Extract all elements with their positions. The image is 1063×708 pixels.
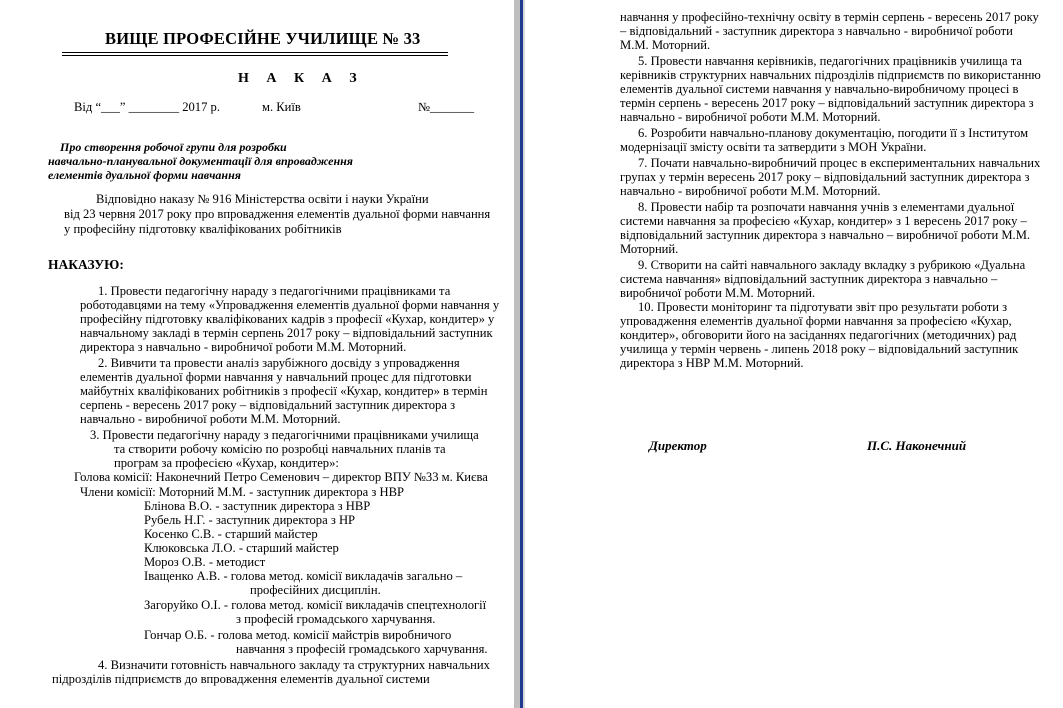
body-line: Клюковська Л.О. - старший майстер: [144, 541, 339, 555]
body-line: навчально - виробничої роботи М.М. Моторний.: [620, 110, 881, 124]
body-line: навчання з професій громадського харчування.: [236, 642, 488, 656]
body-line: професійну підготовку кваліфікованих кадрів з професії «Кухар, кондитер» у: [80, 312, 495, 326]
body-line: елементів дуальної форми навчання у навчальний процес для підготовки: [80, 370, 472, 384]
body-line: навчальному закладі в термін серпень 2017 року – відповідальний заступник: [80, 326, 493, 340]
body-line: Блінова В.О. - заступник директора з НВР: [144, 499, 371, 513]
body-line: роботодавцями на тему «Упровадження елементів дуальної форми навчання у: [80, 298, 500, 312]
body-line: 9. Створити на сайті навчального закладу вкладку з рубрикою «Дуальна: [638, 258, 1026, 272]
subject-line: Про створення робочої групи для розробки: [60, 140, 287, 154]
body-line: програм за професією «Кухар, кондитер»:: [114, 456, 339, 470]
preamble-line: у професійну підготовку кваліфікованих робітників: [64, 222, 342, 236]
body-line: підрозділів підприємств до впровадження елементів дуальної системи: [52, 672, 430, 686]
order-date: Від “___” ________ 2017 р.: [74, 100, 220, 114]
subject-line: елементів дуальної форми навчання: [48, 168, 241, 182]
body-line: Мороз О.В. - методист: [144, 555, 266, 569]
body-line: Моторний.: [620, 242, 679, 256]
body-line: керівників структурних навчальних підрозділів підприємств по використанню: [620, 68, 1041, 82]
preamble-line: від 23 червня 2017 року про впровадження елементів дуальної форми навчання: [64, 207, 491, 221]
body-line: 3. Провести педагогічну нараду з педагогічними працівниками училища: [90, 428, 479, 442]
body-line: система навчання» відповідальний заступник директора з навчально –: [620, 272, 998, 286]
order-number: №_______: [418, 100, 475, 114]
body-line: системи навчання за професією «Кухар, кондитер» з 1 вересень 2017 року –: [620, 214, 1027, 228]
body-line: 6. Розробити навчально-планову документацію, погодити її з Інститутом: [638, 126, 1029, 140]
body-line: модернізації змісту освіти та затвердити з МОН України.: [620, 140, 927, 154]
body-line: Іващенко А.В. - голова метод. комісії викладачів загально –: [144, 569, 463, 583]
body-line: 10. Провести моніторинг та підготувати звіт про результати роботи з: [638, 300, 1008, 314]
body-line: М.М. Моторний.: [620, 38, 711, 52]
body-line: та створити робочу комісію по розробці навчальних планів та: [114, 442, 446, 456]
signature-name: П.С. Наконечний: [867, 438, 967, 453]
document-page-left: [0, 0, 514, 708]
body-line: директора з навчально - виробничої роботи М.М. Моторний.: [80, 340, 407, 354]
signature-role: Директор: [649, 438, 707, 453]
preamble-line: Відповідно наказу № 916 Міністерства освіти і науки України: [96, 192, 429, 206]
body-line: Гончар О.Б. - голова метод. комісії майстрів виробничого: [144, 628, 452, 642]
body-line: 8. Провести набір та розпочати навчання учнів з елементами дуальної: [638, 200, 1015, 214]
body-line: – відповідальний - заступник директора з навчально - виробничої роботи: [620, 24, 1013, 38]
body-line: навчання у професійно-технічну освіту в термін серпень - вересень 2017 року: [620, 10, 1039, 24]
document-page-right: [525, 0, 1063, 708]
body-line: серпень - вересень 2017 року – відповідальний заступник директора з: [80, 398, 456, 412]
order-city: м. Київ: [262, 100, 301, 114]
body-line: 5. Провести навчання керівників, педагогічних працівників училища та: [638, 54, 1022, 68]
body-line: майбутніх кваліфікованих робітників з професії «Кухар, кондитер» в термін: [80, 384, 488, 398]
body-line: навчально - виробничої роботи М.М. Моторний.: [620, 184, 881, 198]
body-line: Косенко С.В. - старший майстер: [144, 527, 318, 541]
body-line: 7. Почати навчально-виробничий процес в експериментальних навчальних: [638, 156, 1041, 170]
body-line: упровадження елементів дуальної форми навчання за професією «Кухар,: [620, 314, 1012, 328]
body-line: 4. Визначити готовність навчального закладу та структурних навчальних: [98, 658, 490, 672]
body-line: відповідальний заступник директора з навчально – виробничої роботи М.М.: [620, 228, 1031, 242]
body-line: Члени комісії: Моторний М.М. - заступник директора з НВР: [80, 485, 404, 499]
body-line: 2. Вивчити та провести аналіз зарубіжного досвіду з упровадження: [98, 356, 460, 370]
title-rule: [62, 52, 448, 53]
body-line: навчально - виробничої роботи М.М. Моторний.: [80, 412, 341, 426]
body-line: училища у термін червень - липень 2018 року – відповідальний заступник: [620, 342, 1019, 356]
body-line: з професій громадського харчування.: [236, 612, 436, 626]
body-line: 1. Провести педагогічну нараду з педагогічними працівниками та: [98, 284, 451, 298]
body-line: директора з НВР М.М. Моторний.: [620, 356, 804, 370]
body-line: елементів дуальної системи навчання у навчально-виробничому процесі в: [620, 82, 1019, 96]
body-line: Рубель Н.Г. - заступник директора з НР: [144, 513, 356, 527]
body-line: виробничої роботи М.М. Моторний.: [620, 286, 816, 300]
body-line: Загоруйко О.І. - голова метод. комісії викладачів спецтехнології: [144, 598, 487, 612]
body-line: групах у термін вересень 2017 року – відповідальний заступник директора з: [620, 170, 1030, 184]
title-rule-thin: [62, 55, 448, 56]
school-title: ВИЩЕ ПРОФЕСІЙНЕ УЧИЛИЩЕ № 33: [105, 29, 421, 48]
body-line: термін серпень - вересень 2017 року – відповідальний заступник директора з: [620, 96, 1034, 110]
nakazuyu-heading: НАКАЗУЮ:: [48, 257, 124, 272]
body-line: Голова комісії: Наконечний Петро Семенович – директор ВПУ №33 м. Києва: [74, 470, 488, 484]
order-title: Н А К А З: [238, 71, 364, 86]
subject-line: навчально-планувальної документації для впровадження: [48, 154, 353, 168]
body-line: кондитер», обговорити його на засіданнях педагогічних (методичних) рад: [620, 328, 1017, 342]
body-line: професійних дисциплін.: [250, 583, 381, 597]
